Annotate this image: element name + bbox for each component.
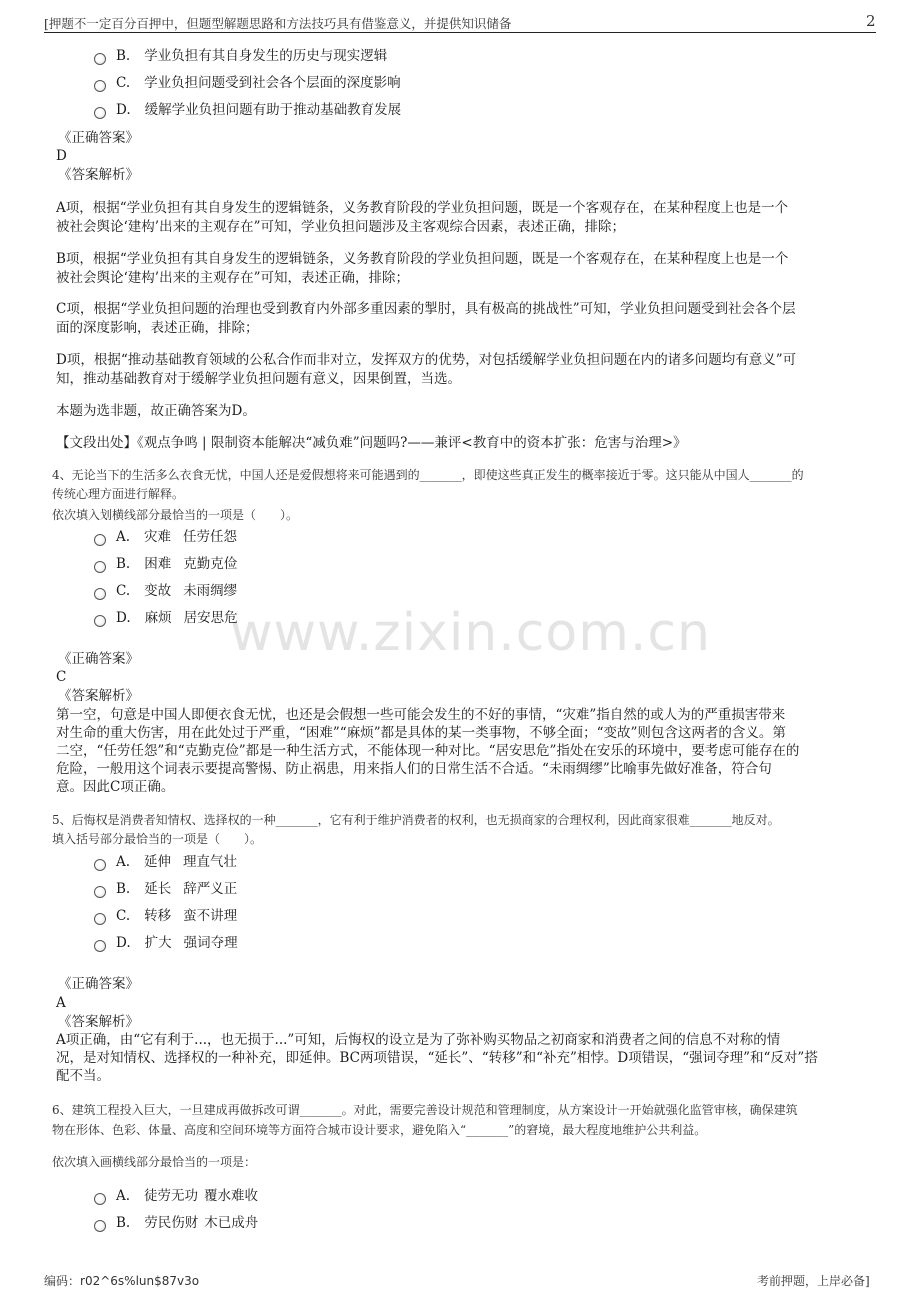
footer-slogan: 考前押题，上岸必备] (757, 1274, 870, 1288)
radio-icon[interactable] (94, 561, 106, 573)
q3-source: 【文段出处】《观点争鸣 | 限制资本能解决“减负难”问题吗?——兼评<教育中的资本扩张：危害与治理>》 (56, 435, 687, 451)
page-header: [押题不一定百分百押中，但题型解题思路和方法技巧具有借鉴意义，并提供知识储备 (44, 16, 512, 31)
q3-answer: D (56, 148, 67, 164)
q3-option-b[interactable]: B. 学业负担有其自身发生的历史与现实逻辑 (94, 46, 387, 66)
q3-option-c[interactable]: C. 学业负担问题受到社会各个层面的深度影响 (94, 73, 401, 93)
q3-analysis-c-line2: 面的深度影响，表述正确，排除； (56, 320, 259, 336)
q4-analysis-line4: 危险，一般用这个词表示要提高警惕、防止祸患，用来指人们的日常生活不合适。“未雨绸缪”比喻事先做好准备，符合句 (56, 761, 772, 777)
q3-conclusion: 本题为选非题，故正确答案为D。 (56, 403, 256, 419)
radio-icon[interactable] (94, 913, 106, 925)
radio-icon[interactable] (94, 940, 106, 952)
radio-icon[interactable] (94, 107, 106, 119)
q4-analysis-line2: 对生命的重大伤害，用在此处过于严重，“困难”“麻烦”都是具体的某一类事物，不够全面；“变故”则包含这两者的含义。第 (56, 725, 786, 741)
q4-stem-line1: 4、无论当下的生活多么衣食无忧，中国人还是爱假想将来可能遇到的_______，即使这些真正发生的概率接近于零。这只能从中国人_______的 (52, 468, 804, 482)
radio-icon[interactable] (94, 859, 106, 871)
watermark: www.zixin.com.cn (230, 603, 711, 663)
q6-instruction: 依次填入画横线部分最恰当的一项是： (52, 1155, 257, 1169)
q6-stem-line2: 物在形体、色彩、体量、高度和空间环境等方面符合城市设计要求，避免陷入“_______”的窘境，最大程度地维护公共利益。 (52, 1123, 707, 1137)
q5-answer-label: 《正确答案》 (58, 976, 139, 992)
radio-icon[interactable] (94, 53, 106, 65)
q4-answer-label: 《正确答案》 (58, 651, 139, 667)
radio-icon[interactable] (94, 588, 106, 600)
q4-stem-line2: 传统心理方面进行解释。 (52, 487, 185, 501)
radio-icon[interactable] (94, 615, 106, 627)
q5-stem-line2: 填入括号部分最恰当的一项是（ ）。 (52, 832, 263, 846)
q5-option-d[interactable]: D. 扩大 强词夺理 (94, 933, 238, 953)
radio-icon[interactable] (94, 886, 106, 898)
page-number: 2 (866, 12, 876, 30)
header-divider (44, 32, 876, 33)
q5-analysis-line3: 配不当。 (56, 1068, 110, 1084)
q3-analysis-a-line2: 被社会舆论‘建构’出来的主观存在”可知，学业负担问题涉及主客观综合因素，表述正确，排除； (56, 219, 625, 235)
q5-option-c[interactable]: C. 转移 蛮不讲理 (94, 906, 237, 926)
q5-option-b[interactable]: B. 延长 辞严义正 (94, 879, 237, 899)
q5-analysis-label: 《答案解析》 (58, 1014, 139, 1030)
q4-stem-line3: 依次填入划横线部分最恰当的一项是（ ）。 (52, 508, 299, 522)
q4-analysis-line3: 二空，“任劳任怨”和“克勤克俭”都是一种生活方式，不能体现一种对比。“居安思危”指处在安乐的环境中，要考虑可能存在的 (56, 743, 800, 759)
q3-analysis-label: 《答案解析》 (58, 167, 139, 183)
q3-answer-label: 《正确答案》 (58, 130, 139, 146)
q3-analysis-a-line1: A项，根据“学业负担有其自身发生的逻辑链条，义务教育阶段的学业负担问题，既是一个客观存在，在某种程度上也是一个 (56, 200, 789, 216)
q5-option-a[interactable]: A. 延伸 理直气壮 (94, 852, 237, 872)
radio-icon[interactable] (94, 1193, 106, 1205)
radio-icon[interactable] (94, 80, 106, 92)
radio-icon[interactable] (94, 1220, 106, 1232)
q4-answer: C (56, 669, 67, 685)
q5-stem-line1: 5、后悔权是消费者知情权、选择权的一种_______，它有利于维护消费者的权利，也无损商家的合理权利，因此商家很难_______地反对。 (52, 813, 780, 827)
q5-analysis-line2: 况，是对知情权、选择权的一种补充，即延伸。BC两项错误，“延长”、“转移”和“补充”相悖。D项错误，“强词夺理”和“反对”搭 (56, 1050, 818, 1066)
q3-analysis-d-line1: D项，根据“推动基础教育领域的公私合作而非对立，发挥双方的优势，对包括缓解学业负担问题在内的诸多问题均有意义”可 (56, 352, 797, 368)
q3-analysis-b-line2: 被社会舆论‘建构’出来的主观存在”可知，表述正确，排除； (56, 270, 409, 286)
q4-option-a[interactable]: A. 灾难 任劳任怨 (94, 527, 237, 547)
q6-option-a[interactable]: A. 徒劳无功 覆水难收 (94, 1186, 258, 1206)
q5-answer: A (56, 995, 66, 1011)
q6-option-b[interactable]: B. 劳民伤财 木已成舟 (94, 1213, 258, 1233)
radio-icon[interactable] (94, 534, 106, 546)
q3-analysis-b-line1: B项，根据“学业负担有其自身发生的逻辑链条，义务教育阶段的学业负担问题，既是一个客观存在，在某种程度上也是一个 (56, 251, 789, 267)
q3-analysis-d-line2: 知，推动基础教育对于缓解学业负担问题有意义，因果倒置，当选。 (56, 371, 461, 387)
q4-option-d[interactable]: D. 麻烦 居安思危 (94, 608, 238, 628)
footer-code-value: r02^6s%lun$87v3o (80, 1274, 200, 1288)
footer-code: 编码：r02^6s%lun$87v3o (44, 1274, 200, 1288)
q4-option-b[interactable]: B. 困难 克勤克俭 (94, 554, 237, 574)
q3-option-d[interactable]: D. 缓解学业负担问题有助于推动基础教育发展 (94, 100, 401, 120)
q4-analysis-label: 《答案解析》 (58, 688, 139, 704)
q5-analysis-line1: A项正确，由“它有利于...，也无损于...”可知，后悔权的设立是为了弥补购买物品之初商家和消费者之间的信息不对称的情 (56, 1032, 781, 1048)
q4-analysis-line1: 第一空，句意是中国人即便衣食无忧，也还是会假想一些可能会发生的不好的事情，“灾难”指自然的或人为的严重损害带来 (56, 707, 786, 723)
q4-analysis-line5: 意。因此C项正确。 (56, 779, 175, 795)
q4-option-c[interactable]: C. 变故 未雨绸缪 (94, 581, 237, 601)
q6-stem-line1: 6、建筑工程投入巨大，一旦建成再做拆改可谓_______。对此，需要完善设计规范和管理制度，从方案设计一开始就强化监管审核，确保建筑 (52, 1103, 798, 1117)
q3-analysis-c-line1: C项，根据“学业负担问题的治理也受到教育内外部多重因素的掣肘，具有极高的挑战性”可知，学业负担问题受到社会各个层 (56, 301, 796, 317)
